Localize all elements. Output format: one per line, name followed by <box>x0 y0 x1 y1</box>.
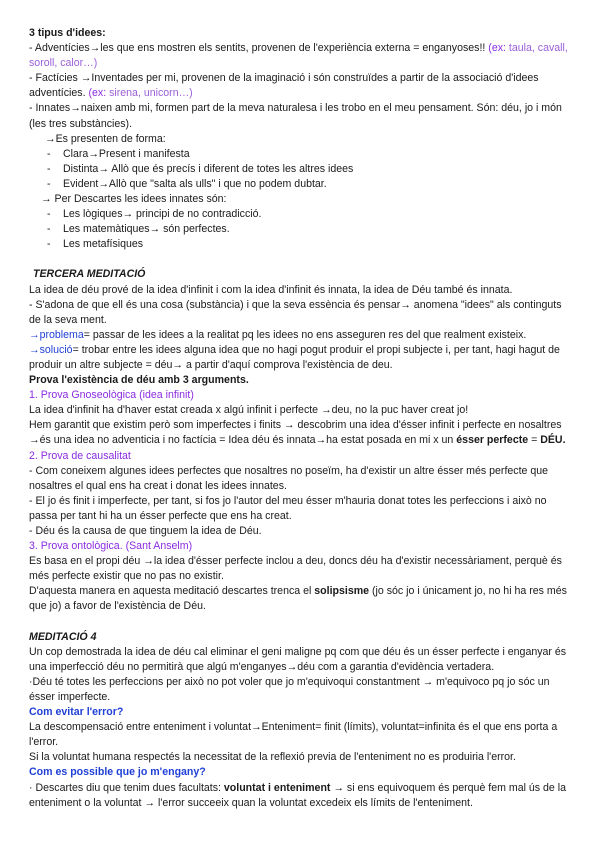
prova1-eq: = <box>528 434 541 447</box>
prova1-title: 1. Prova Gnoseològica (idea infinit) <box>29 389 194 402</box>
presenten-heading: →Es presenten de forma: <box>45 132 166 145</box>
prova2-title: 2. Prova de causalitat <box>29 449 131 462</box>
list-item: - Clara→Present i manifesta <box>51 147 570 162</box>
tercera-heading: TERCERA MEDITACIÓ <box>33 268 146 281</box>
prova3-title: 3. Prova ontològica. (Sant Anselm) <box>29 540 193 553</box>
quarta-p1: Un cop demostrada la idea de déu cal eliminar el geni maligne pq com que déu és un ésser perfecte i enganyar és una imperfecció déu no permitirà que algú m'enganyes→déu com a garantia d'evidència vertadera. <box>29 645 567 673</box>
quarta-p5a: · Descartes diu que tenim dues facultats: <box>29 781 224 794</box>
solucio-text: = trobar entre les idees alguna idea que no hagi pogut produir el propi subjecte i, per tant, hagi hagut de produir un altre subjecte = déu→ a partir d'aquí comprova l'existència de deu. <box>29 343 560 371</box>
prova3-bold: solipsisme <box>314 585 370 598</box>
prova2-p3: - Déu és la causa de que tinguem la idea de Déu. <box>29 525 262 537</box>
list-item: - Les lògiques→ principi de no contradicció. <box>51 207 570 222</box>
adventicies-para <box>29 41 570 71</box>
facticies-text: - Factícies →Inventades per mi, provenen de la imaginació i són construïdes a partir de la associació d'idees adventícies. <box>29 72 539 100</box>
prova1-bold2: DÉU. <box>540 434 566 447</box>
tercera-p2: - S'adona de que ell és una cosa (substància) i que la seva essència és pensar→ anomena "idees" als continguts de la seva ment. <box>29 298 562 326</box>
page-title: 3 tipus d'idees: <box>29 27 106 39</box>
prova3-p2b: (jo sóc jo i únicament jo, no hi ha res més que jo) a favor de l'existència de Déu. <box>29 585 567 613</box>
prova2-p1: - Com coneixem algunes idees perfectes que nosaltres no poseïm, ha d'existir un altre ésser més perfecte que nosaltres el qual ens ha creat i donat les idees innates. <box>29 464 549 492</box>
list-item: - Les matemàtiques→ són perfectes. <box>51 222 570 237</box>
descartes-list <box>29 207 570 252</box>
quarta-p2: ·Déu té totes les perfeccions per això no pot voler que jo m'equivoqui constantment → m'equivoco pq jo sóc un ésser imperfecte. <box>29 675 550 703</box>
quarta-q2: Com es possible que jo m'engany? <box>29 766 206 779</box>
quarta-p3: La descompensació entre enteniment i voluntat→Enteniment= finit (límits), voluntat=infinita és el que ens porta a l'error. <box>29 721 558 749</box>
prova1-p2 <box>29 418 570 448</box>
tercera-p1: La idea de déu prové de la idea d'infinit i com la idea d'infinit és innata, la idea de Déu també és innata. <box>29 283 513 296</box>
solucio-para <box>29 343 570 373</box>
quarta-q1: Com evitar l'error? <box>29 706 124 719</box>
quarta-p5 <box>29 781 570 811</box>
adventicies-text: - Adventícies→les que ens mostren els sentits, provenen de l'experiència externa = enganyoses!! <box>29 42 489 55</box>
list-item: - Evident→Allò que "salta als ulls" i que no podem dubtar. <box>51 177 570 192</box>
prova1-bold1: ésser perfecte <box>456 434 529 447</box>
facticies-ex-label: (ex: <box>88 87 107 100</box>
prova3-p2a: D'aquesta manera en aquesta meditació descartes trenca el <box>29 585 315 598</box>
quarta-p5b: → si ens equivoquem és perquè fem mal ús de la enteniment o la voluntat → l'error succeeix quan la voluntat excedeix els límits de l'enteniment. <box>29 781 566 809</box>
solucio-label: →solució <box>29 343 73 356</box>
prova-heading: Prova l'existència de déu amb 3 arguments. <box>29 374 249 387</box>
problema-text: = passar de les idees a la realitat pq les idees no ens asseguren res del que realment existeix. <box>83 328 527 341</box>
prova1-p2-text: Hem garantit que existim però som imperfectes i finits → descobrim una idea d'ésser infinit i perfecte en nosaltres →és una idea no adventicia i no factícia = Idea déu és innata→ha estat posada en mi x un <box>29 419 562 447</box>
innates-para: - Innates→naixen amb mi, formen part de la meva naturalesa i les trobo en el meu pensament. Són: déu, jo i món (les tres substàncies). <box>29 102 562 130</box>
quarta-heading: MEDITACIÓ 4 <box>29 630 97 643</box>
facticies-ex-text: sirena, unicorn…) <box>106 87 193 100</box>
prova3-p1: Es basa en el propi déu →la idea d'ésser perfecte inclou a deu, doncs déu ha d'existir necessàriament, perquè és més perfecte existir que no pas no existir. <box>29 555 562 583</box>
prova1-p1: La idea d'infinit ha d'haver estat creada x algú infinit i perfecte →deu, no la puc haver creat jo! <box>29 404 469 417</box>
problema-label: →problema <box>29 328 84 341</box>
prova3-p2 <box>29 584 570 614</box>
problema-para <box>29 328 570 343</box>
list-item: - Les metafísiques <box>51 237 570 252</box>
list-item: - Distinta→ Allò que és precís i diferent de totes les altres idees <box>51 162 570 177</box>
prova2-p2: - El jo és finit i imperfecte, per tant, si fos jo l'autor del meu ésser m'hauria donat totes les perfeccions i això no passa per tant hi ha un ésser perfecte que ens ha creat. <box>29 494 547 522</box>
quarta-p5-bold: voluntat i enteniment <box>223 781 331 794</box>
adventicies-ex-text: taula, cavall, soroll, calor…) <box>29 42 568 70</box>
adventicies-ex-label: (ex: <box>488 42 506 55</box>
descartes-heading: → Per Descartes les idees innates són: <box>41 193 227 206</box>
facticies-para <box>29 71 570 101</box>
quarta-p4: Si la voluntat humana respectés la necessitat de la reflexió previa de l'enteniment no es produiria l'error. <box>29 751 516 764</box>
presenten-list <box>29 147 570 192</box>
